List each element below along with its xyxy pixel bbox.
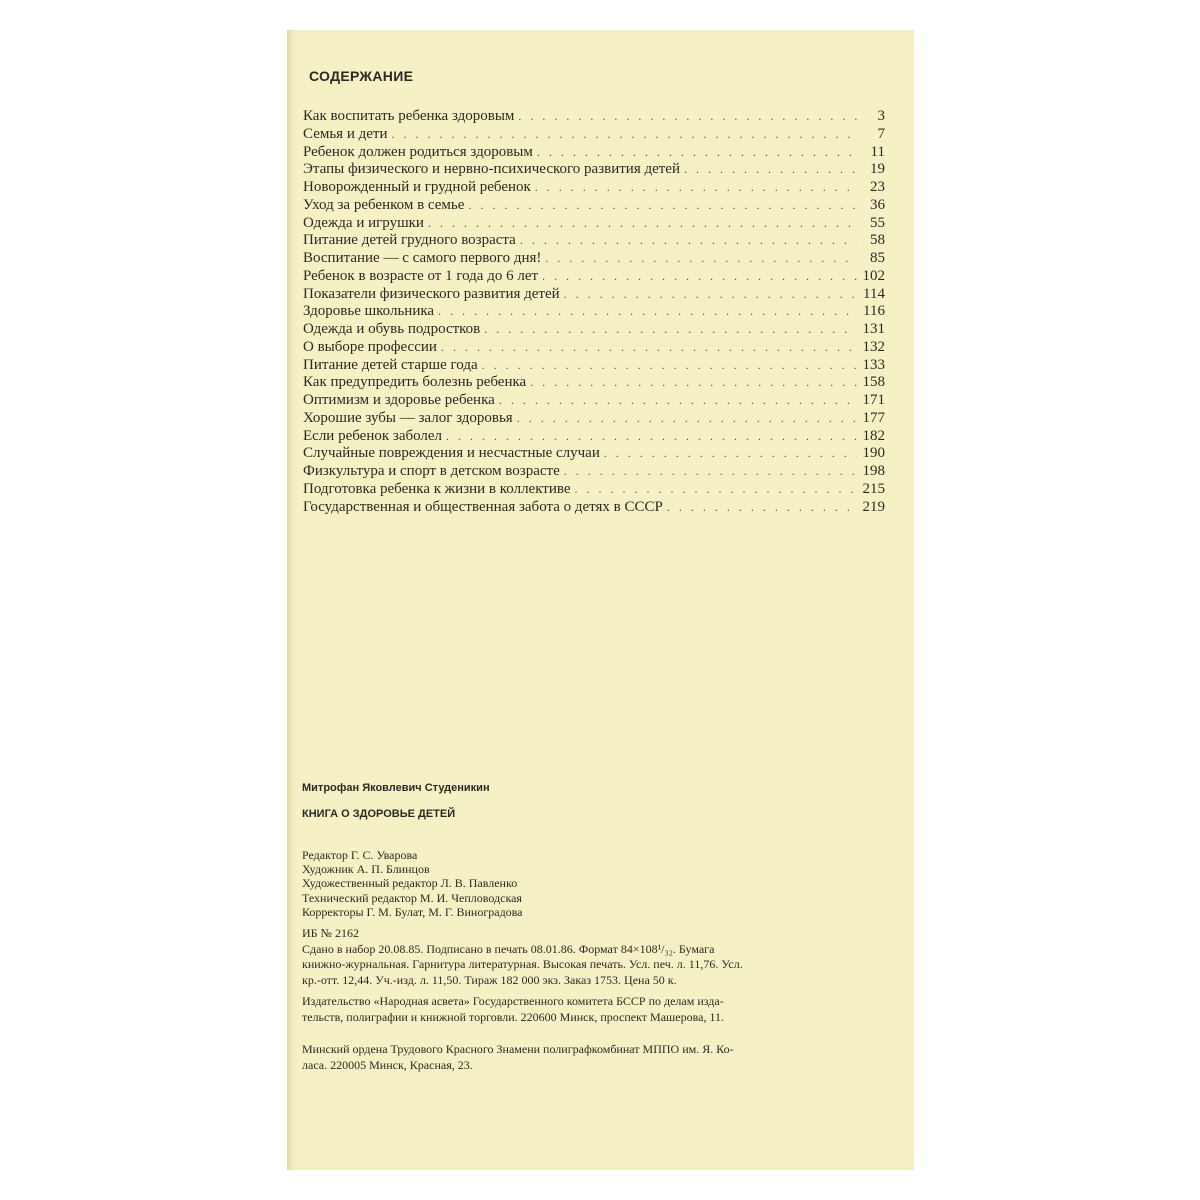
toc-entry	[303, 392, 885, 410]
printer-line: ласа. 220005 Минск, Красная, 23.	[302, 1057, 473, 1072]
toc-entry-title: Показатели физического развития детей	[303, 285, 560, 302]
toc-entry-title: Воспитание — с самого первого дня!	[303, 250, 542, 266]
toc-dot-leader	[604, 445, 857, 463]
credit-line: Художественный редактор Л. В. Павленко	[302, 876, 518, 891]
toc-entry-title: Как воспитать ребенка здоровым	[303, 108, 515, 124]
toc-entry-title: Ребенок в возрасте от 1 года до 6 лет	[303, 267, 539, 284]
publisher-line: Издательство «Народная асвета» Государственного комитета БССР по делам изда-	[302, 994, 724, 1008]
credit-line: Художник А. П. Блинцов	[302, 862, 430, 877]
toc-entry-page: 131	[862, 321, 885, 337]
toc-entry-page: 219	[862, 498, 885, 515]
toc-dot-leader	[499, 392, 857, 410]
toc-entry-title: Хорошие зубы — залог здоровья	[303, 409, 513, 426]
toc-entry-title: Как предупредить болезнь ребенка	[303, 374, 527, 391]
toc-entry-page: 190	[862, 445, 885, 462]
imprint-author: Митрофан Яковлевич Студеникин	[302, 782, 490, 794]
toc-entry-page: 132	[862, 338, 885, 355]
toc-entry	[303, 197, 885, 215]
toc-entry	[303, 126, 885, 144]
imprint-book-title: КНИГА О ЗДОРОВЬЕ ДЕТЕЙ	[302, 808, 456, 820]
toc-dot-leader	[535, 179, 857, 197]
toc-entry	[303, 161, 885, 179]
toc-entry-page: 85	[870, 250, 885, 266]
toc-entry-title: Одежда и обувь подростков	[303, 321, 481, 337]
toc-entry-title: Питание детей грудного возраста	[303, 232, 516, 249]
toc-entry-page: 198	[862, 463, 885, 479]
publisher-line: тельств, полиграфии и книжной торговли. 220600 Минск, проспект Машерова, 11.	[302, 1009, 724, 1024]
toc-entry	[303, 321, 885, 339]
toc-dot-leader	[484, 321, 857, 339]
toc-dot-leader	[575, 481, 857, 499]
toc-entry-title: Этапы физического и нервно-психического развития детей	[303, 161, 680, 178]
book-page	[287, 30, 914, 1170]
ib-number: ИБ № 2162	[302, 926, 360, 940]
credit-line: Редактор Г. С. Уварова	[302, 848, 418, 862]
toc-entry	[303, 250, 885, 268]
toc-entry	[303, 144, 885, 162]
toc-dot-leader	[564, 463, 857, 481]
toc-entry-page: 36	[870, 196, 885, 213]
toc-entry-page: 3	[877, 108, 885, 124]
credit-line: Технический редактор М. И. Чепловодская	[302, 890, 522, 905]
toc-entry-page: 102	[862, 267, 885, 284]
toc-entry-title: Питание детей старше года	[303, 356, 478, 373]
toc-dot-leader	[545, 250, 857, 268]
toc-entry	[303, 268, 885, 286]
toc-entry-title: Оптимизм и здоровье ребенка	[303, 392, 495, 408]
toc-entry	[303, 339, 885, 357]
toc-entry-title: Здоровье школьника	[303, 303, 435, 320]
toc-entry	[303, 463, 885, 481]
toc-entry	[303, 374, 885, 392]
credit-line: Корректоры Г. М. Булат, М. Г. Виноградова	[302, 904, 523, 919]
toc-entry	[303, 303, 885, 321]
toc-entry-title: Физкультура и спорт в детском возрасте	[303, 463, 560, 479]
toc-entry	[303, 232, 885, 250]
toc-entry-page: 116	[863, 303, 885, 320]
toc-entry-page: 55	[870, 214, 885, 231]
toc-entry-title: Подготовка ребенка к жизни в коллективе	[303, 480, 571, 497]
toc-entry-title: Государственная и общественная забота о детях в СССР	[303, 498, 663, 515]
toc-dot-leader	[537, 144, 857, 162]
toc-entry	[303, 215, 885, 233]
toc-dot-leader	[391, 126, 857, 144]
production-info	[302, 926, 892, 988]
credits-list	[302, 848, 523, 919]
printer-line: Минский ордена Трудового Красного Знамени полиграфкомбинат МППО им. Я. Ко-	[302, 1042, 734, 1056]
toc-list	[303, 108, 885, 516]
toc-entry-page: 23	[870, 179, 885, 195]
toc-heading: СОДЕРЖАНИЕ	[309, 68, 414, 84]
toc-entry-title: Новорожденный и грудной ребенок	[303, 179, 531, 195]
toc-entry	[303, 499, 885, 517]
toc-dot-leader	[684, 161, 857, 179]
production-line: книжно-журнальная. Гарнитура литературная. Высокая печать. Усл. печ. л. 11,76. Усл.	[302, 957, 743, 971]
toc-dot-leader	[520, 232, 857, 250]
toc-entry-title: О выборе профессии	[303, 338, 437, 355]
toc-entry	[303, 108, 885, 126]
toc-entry	[303, 481, 885, 499]
printer-info	[302, 1042, 892, 1073]
toc-entry	[303, 357, 885, 375]
toc-dot-leader	[564, 286, 857, 304]
toc-entry	[303, 179, 885, 197]
toc-entry-page: 11	[870, 143, 885, 160]
toc-dot-leader	[530, 374, 857, 392]
toc-dot-leader	[518, 108, 857, 126]
production-line: кр.-отт. 12,44. Уч.-изд. л. 11,50. Тираж 182 000 экз. Заказ 1753. Цена 50 к.	[302, 972, 677, 987]
toc-entry-page: 19	[870, 161, 885, 178]
toc-dot-leader	[441, 339, 857, 357]
production-line: Сдано в набор 20.08.85. Подписано в печать 08.01.86. Формат 84×108¹/₃₂. Бумага	[302, 941, 715, 956]
toc-dot-leader	[517, 410, 857, 428]
toc-entry-title: Семья и дети	[303, 125, 388, 142]
toc-dot-leader	[446, 428, 857, 446]
toc-entry-page: 114	[863, 285, 885, 302]
toc-entry	[303, 445, 885, 463]
publisher-info	[302, 994, 892, 1025]
toc-entry	[303, 428, 885, 446]
toc-entry-title: Ребенок должен родиться здоровым	[303, 143, 533, 160]
toc-entry-page: 158	[862, 374, 885, 391]
toc-dot-leader	[482, 357, 857, 375]
toc-entry-page: 182	[862, 427, 885, 444]
toc-entry-page: 177	[862, 409, 885, 426]
toc-entry-page: 171	[862, 392, 885, 408]
toc-entry-title: Уход за ребенком в семье	[303, 196, 465, 213]
toc-dot-leader	[468, 197, 857, 215]
toc-dot-leader	[542, 268, 857, 286]
toc-entry-page: 58	[870, 232, 885, 249]
toc-entry-title: Если ребенок заболел	[303, 427, 443, 444]
toc-entry-title: Одежда и игрушки	[303, 214, 424, 231]
toc-dot-leader	[667, 499, 857, 517]
toc-dot-leader	[438, 303, 857, 321]
toc-entry-title: Случайные повреждения и несчастные случаи	[303, 445, 600, 462]
toc-entry	[303, 286, 885, 304]
toc-entry-page: 7	[877, 125, 885, 142]
toc-entry-page: 215	[862, 480, 885, 497]
toc-entry	[303, 410, 885, 428]
toc-entry-page: 133	[862, 356, 885, 373]
toc-dot-leader	[428, 215, 857, 233]
